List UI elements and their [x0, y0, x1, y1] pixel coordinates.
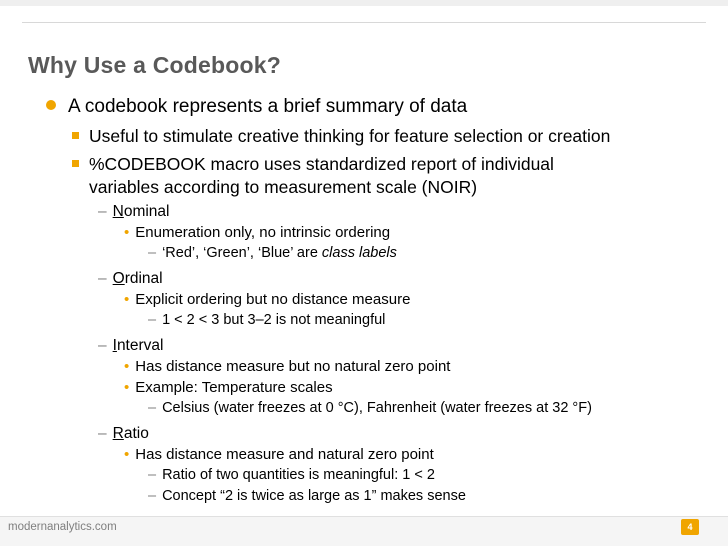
dash-icon: –	[148, 245, 157, 261]
dot-bullet-icon: •	[124, 446, 130, 463]
ordinal-rest: rdinal	[124, 270, 163, 287]
dash-icon: –	[148, 312, 157, 328]
dot-bullet-icon: •	[124, 379, 130, 396]
level-nominal	[98, 203, 170, 221]
interval-example-text: Celsius (water freezes at 0 °C), Fahrenheit (water freezes at 32 °F)	[162, 400, 592, 416]
bullet-main	[46, 96, 467, 118]
ordinal-example	[148, 312, 385, 328]
ordinal-desc	[124, 291, 410, 308]
ratio-desc-text: Has distance measure and natural zero point	[135, 446, 434, 463]
ordinal-example-text: 1 < 2 < 3 but 3–2 is not meaningful	[162, 312, 386, 328]
dash-icon: –	[148, 488, 157, 504]
interval-example	[148, 400, 592, 416]
ordinal-initial: O	[112, 270, 125, 287]
sub-bullet-2-line1: %CODEBOOK macro uses standardized report of individual	[89, 154, 554, 174]
sub-bullet-1-text: Useful to stimulate creative thinking for feature selection or creation	[89, 126, 611, 146]
slide-title: Why Use a Codebook?	[28, 52, 281, 78]
bullet-dot-icon	[46, 100, 56, 110]
nominal-example-text: ‘Red’, ‘Green’, ‘Blue’ are	[162, 245, 322, 261]
ratio-example-1-text: Ratio of two quantities is meaningful: 1 < 2	[162, 467, 435, 483]
footer-site: modernanalytics.com	[8, 521, 117, 533]
sub-bullet-1	[72, 126, 610, 147]
nominal-desc	[124, 224, 390, 241]
ordinal-desc-text: Explicit ordering but no distance measure	[135, 291, 411, 308]
ratio-example-1	[148, 467, 435, 483]
dash-icon: –	[98, 425, 107, 442]
sub-bullet-2	[72, 154, 554, 175]
ratio-desc	[124, 446, 434, 463]
bullet-main-text: A codebook represents a brief summary of data	[68, 96, 468, 117]
interval-desc-text: Has distance measure but no natural zero point	[135, 358, 451, 375]
dash-icon: –	[148, 400, 157, 416]
interval-desc	[124, 358, 450, 375]
ratio-example-2-text: Concept “2 is twice as large as 1” makes sense	[162, 488, 466, 504]
nominal-example-italic: class labels	[321, 245, 397, 261]
square-bullet-icon	[72, 132, 79, 139]
dash-icon: –	[98, 203, 107, 220]
square-bullet-icon	[72, 160, 79, 167]
level-ratio	[98, 425, 149, 443]
page-number-badge: 4	[681, 519, 699, 535]
interval-desc2	[124, 379, 333, 396]
interval-rest: nterval	[116, 337, 164, 354]
ratio-rest: atio	[123, 425, 149, 442]
dash-icon: –	[98, 270, 107, 287]
dash-icon: –	[148, 467, 157, 483]
level-ordinal	[98, 270, 163, 288]
top-band	[0, 0, 728, 6]
nominal-initial: N	[112, 203, 124, 220]
dot-bullet-icon: •	[124, 224, 130, 241]
interval-desc2-text: Example: Temperature scales	[135, 379, 333, 396]
ratio-example-2	[148, 488, 466, 504]
level-interval	[98, 337, 163, 355]
interval-initial: I	[112, 337, 117, 354]
nominal-desc-text: Enumeration only, no intrinsic ordering	[135, 224, 391, 241]
dot-bullet-icon: •	[124, 358, 130, 375]
ratio-initial: R	[112, 425, 124, 442]
nominal-rest: ominal	[123, 203, 170, 220]
sub-bullet-2-cont: variables according to measurement scale (NOIR)	[89, 177, 478, 197]
dot-bullet-icon: •	[124, 291, 130, 308]
dash-icon: –	[98, 337, 107, 354]
nominal-example	[148, 245, 397, 261]
top-divider	[22, 22, 706, 23]
